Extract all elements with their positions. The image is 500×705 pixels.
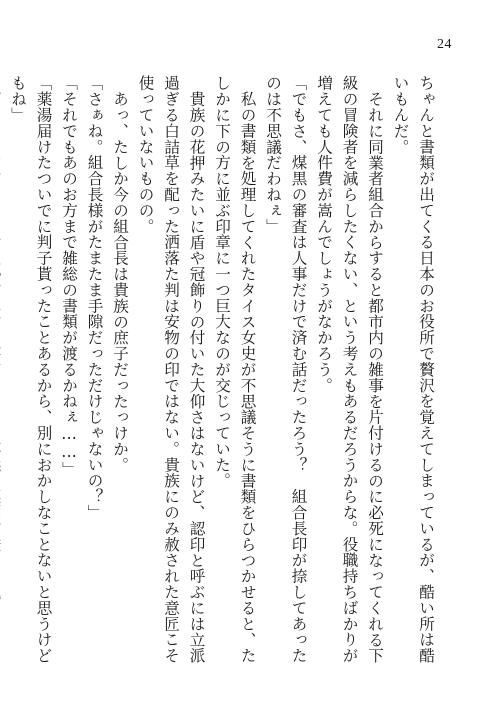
text-line: ちゃんと書類が出てくる日本のお役所で贅沢を覚えてしまっているが、酷い所は酷いもんだ。: [391, 75, 435, 664]
page-number: 24: [437, 37, 452, 52]
text-line: 「でもさ、煤黒の審査は人事だけで済む話だったろう？ 組合長印が捺してあったのは不思議だわねぇ」: [264, 75, 308, 664]
text-line: あっ、たしか今の組合長は貴族の庶子だったっけか。: [111, 90, 129, 473]
text-line: 「薬湯届けたついでに判子貰ったことあるから、別におかしなことないと思うけどもね」: [9, 75, 53, 664]
text-line: [0, 75, 5, 675]
text-line: 「さぁね。組合長様がたまたま手隙だっただけじゃないの？」: [85, 75, 104, 521]
text-line: 貴族の花押みたいに盾や冠飾りの付いた大仰さはないけど、認印と呼ぶには立派過ぎる白詰草を配った洒落た判は安物の印ではない。貴族にのみ赦された意匠こそ使っていないものの。: [136, 75, 206, 664]
vertical-body-text: [9, 75, 438, 675]
text-line: 私の書類を処理してくれたタイス女史が不思議そうに書類をひらつかせると、たしかに下の方に並ぶ印章に一つ巨大なのが交じっていた。: [213, 75, 257, 663]
text-line: 「それでもあのお方まで雑総の書類が渡るかねぇ……」: [60, 75, 78, 478]
text-line: それに同業者組合からすると都市内の雑事を片付けるのに必死になってくれる下級の冒険者を減らしたくない、という考えもあるだろうからな。役職持ちばかりが増えても人件費が嵩んでしょうがなかろう。: [315, 75, 384, 664]
